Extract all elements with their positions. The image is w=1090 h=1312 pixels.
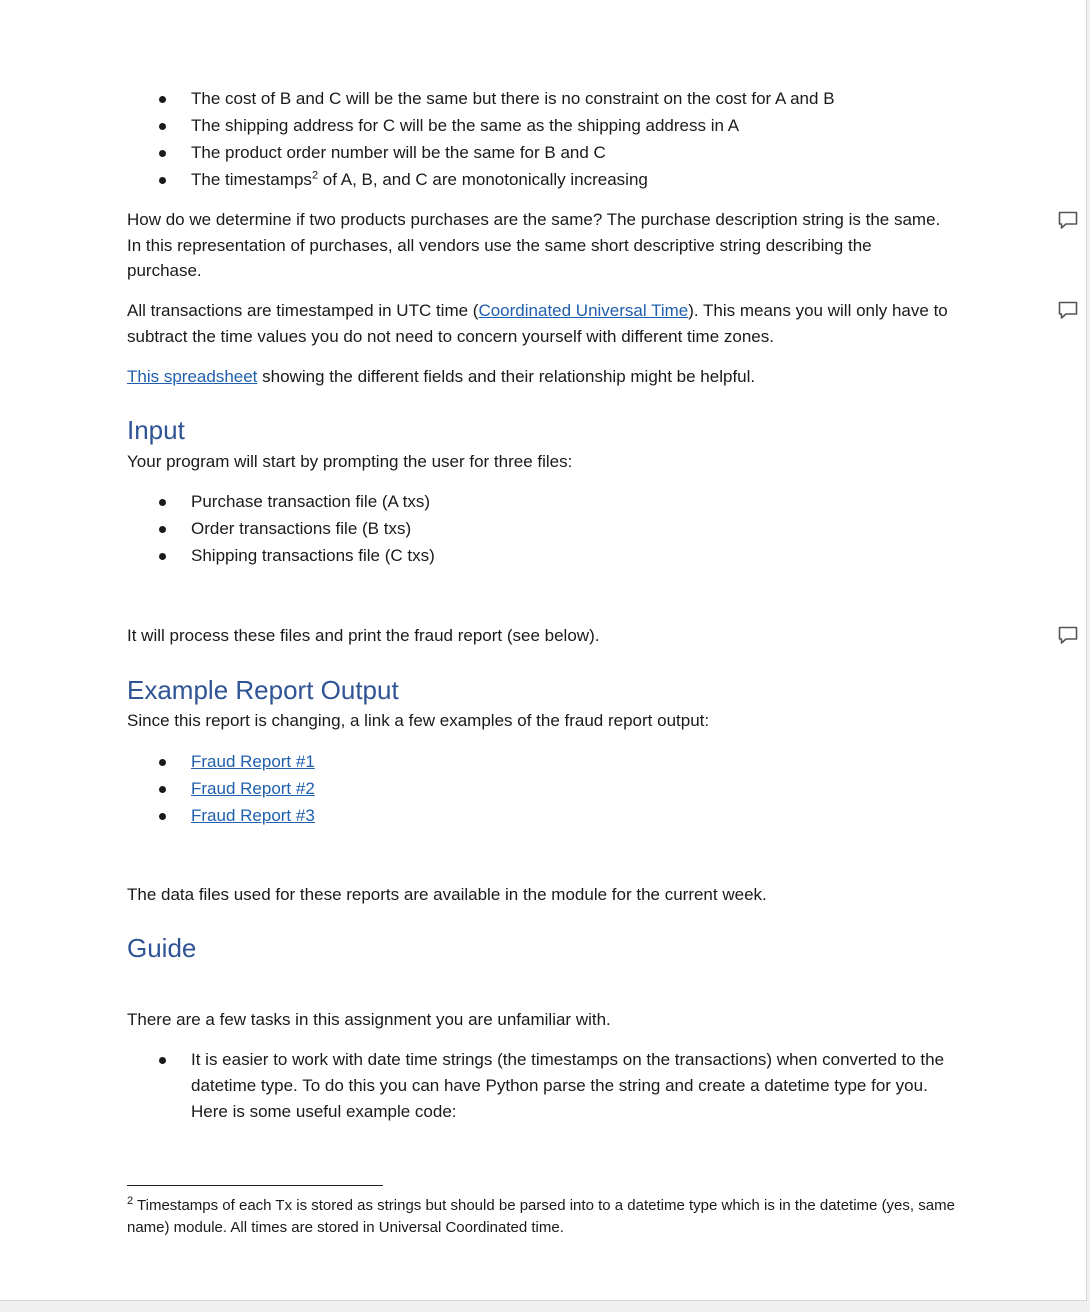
- spreadsheet-link[interactable]: This spreadsheet: [127, 367, 258, 386]
- footnote: $^2$ Timestamps of each Tx is stored as strings but should be parsed into to a datetime type which is in the datetime (yes, same name) module. All times are stored in Universal Coordinated time.: [127, 1195, 955, 1236]
- footnote-number: 2: [127, 1195, 134, 1207]
- guide-bullet: It is easier to work with date time strings (the timestamps on the transactions) when converted to the datetime type. To do this you can have Python parse the string and create a datetime type for you. Here is some useful example code:: [191, 1050, 945, 1121]
- footnote-ref[interactable]: 2: [311, 169, 319, 182]
- bullet-dot: [159, 786, 166, 793]
- input-file-item: Shipping transactions file (C txs): [191, 546, 435, 565]
- input-file-item: Purchase transaction file (A txs): [191, 492, 431, 511]
- constraint-item: The timestamps$^2$ of A, B, and C are monotonically increasing: [191, 169, 648, 189]
- input-heading: Input: [127, 415, 185, 445]
- bullet-dot: [159, 123, 166, 130]
- report-item: [191, 776, 951, 802]
- speech-bubble-icon[interactable]: [1058, 211, 1078, 230]
- paragraph-utc: All transactions are timestamped in UTC time (Coordinated Universal Time). This means you will only have to subtract the time values you do not need to concern yourself with different time zones.: [127, 301, 948, 346]
- bullet-dot: [159, 150, 166, 157]
- input-file-item: Order transactions file (B txs): [191, 519, 412, 538]
- constraint-item: The shipping address for C will be the same as the shipping address in A: [191, 116, 740, 135]
- paragraph-spreadsheet: This spreadsheet showing the different fields and their relationship might be helpful.: [127, 367, 756, 386]
- bullet-dot: [159, 1057, 166, 1064]
- speech-bubble-icon[interactable]: [1058, 301, 1078, 320]
- process-text: It will process these files and print the fraud report (see below).: [127, 626, 600, 645]
- constraint-item: The product order number will be the same for B and C: [191, 143, 606, 162]
- paragraph-same-purchase: How do we determine if two products purchases are the same? The purchase description string is the same. In this representation of purchases, all vendors use the same short descriptive string describing the purchase.: [127, 210, 941, 280]
- data-files-text: The data files used for these reports are available in the module for the current week.: [127, 885, 767, 904]
- utc-link[interactable]: Coordinated Universal Time: [478, 301, 689, 320]
- bullet-dot: [159, 526, 166, 533]
- example-heading: Example Report Output: [127, 675, 399, 705]
- guide-heading: Guide: [127, 933, 197, 963]
- fraud-report-2-link[interactable]: Fraud Report #2: [191, 779, 315, 798]
- bullet-dot: [159, 499, 166, 506]
- bullet-dot: [159, 813, 166, 820]
- report-item: [191, 803, 951, 829]
- bullet-dot: [159, 553, 166, 560]
- bullet-dot: [159, 759, 166, 766]
- bullet-dot: [159, 96, 166, 103]
- input-intro: Your program will start by prompting the user for three files:: [127, 452, 573, 471]
- example-intro: Since this report is changing, a link a few examples of the fraud report output:: [127, 711, 710, 730]
- speech-bubble-icon[interactable]: [1058, 626, 1078, 645]
- fraud-report-3-link[interactable]: Fraud Report #3: [191, 806, 315, 825]
- bullet-dot: [159, 177, 166, 184]
- guide-intro: There are a few tasks in this assignment you are unfamiliar with.: [127, 1010, 611, 1029]
- constraint-item: The cost of B and C will be the same but there is no constraint on the cost for A and B: [191, 89, 835, 108]
- report-item: [191, 749, 951, 775]
- fraud-report-1-link[interactable]: Fraud Report #1: [191, 752, 315, 771]
- footnote-separator: [127, 1185, 383, 1186]
